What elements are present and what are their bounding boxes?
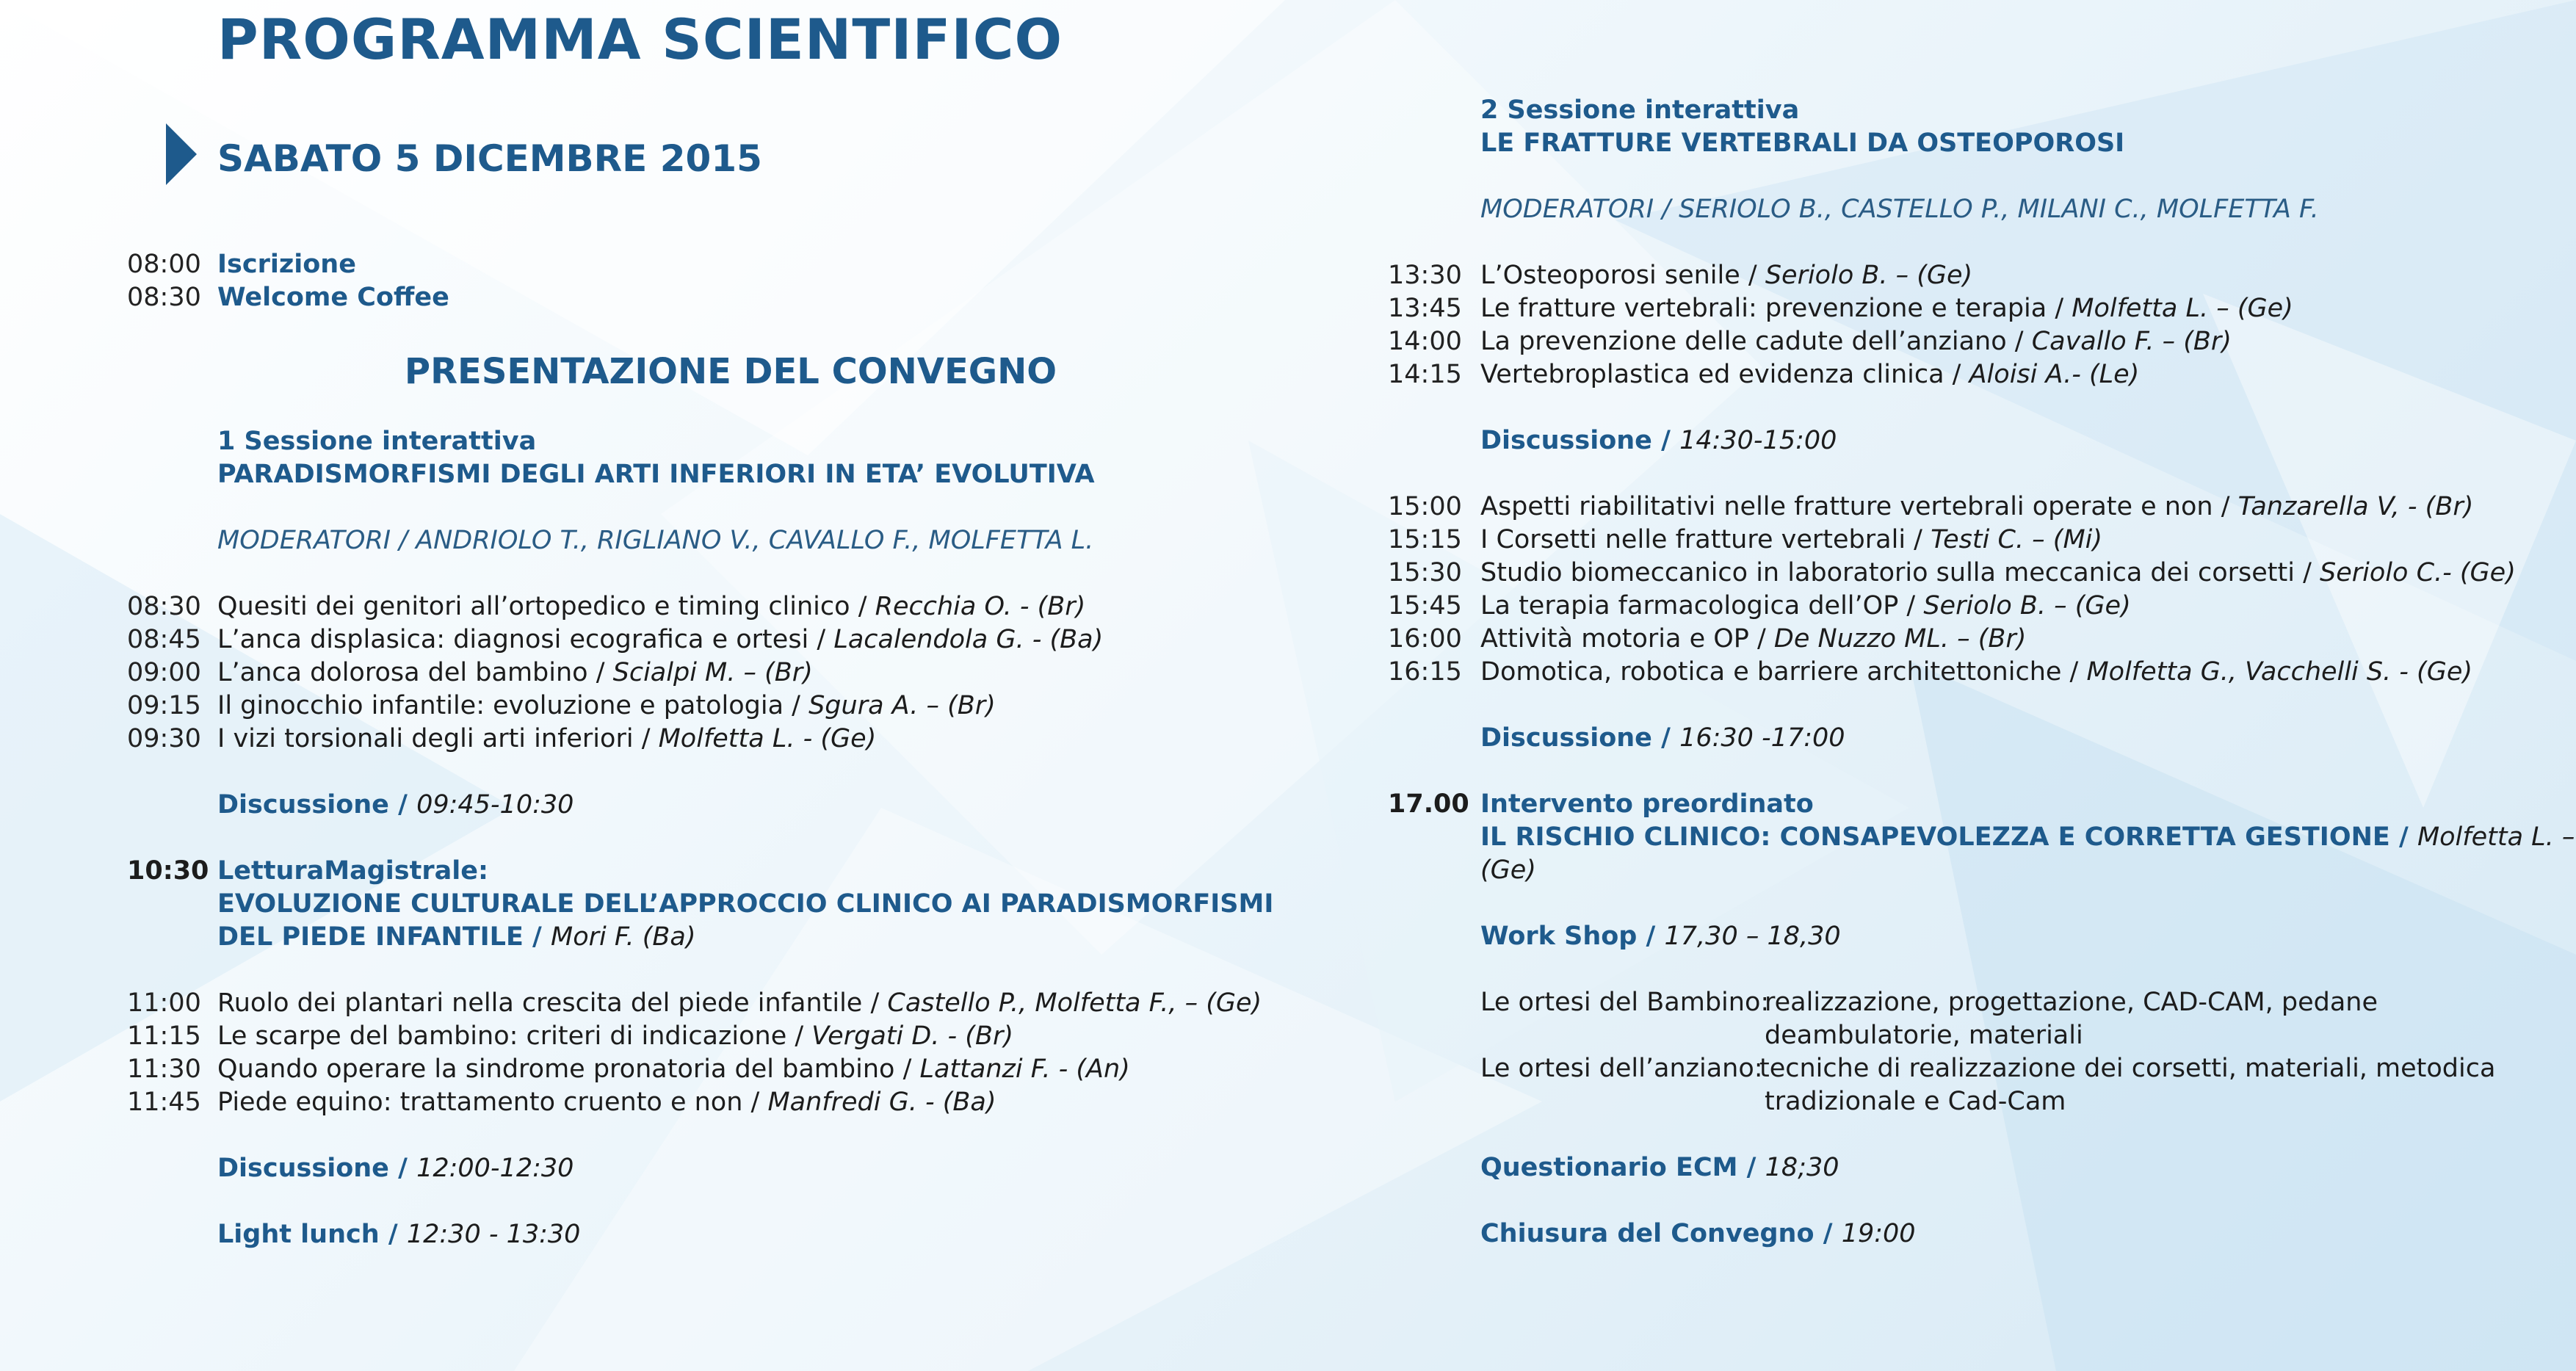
time: 09:00 <box>127 658 201 687</box>
discussion-time: 16:30 -17:00 <box>1679 723 1845 753</box>
questionnaire-label: Questionario ECM / <box>1480 1153 1765 1182</box>
intervention-speaker: Molfetta L. – <box>2417 822 2575 852</box>
talk-speaker: Molfetta L. – (Ge) <box>2072 294 2293 323</box>
talk-title: Le scarpe del bambino: criteri di indicazione / <box>217 1021 812 1051</box>
time: 16:00 <box>1388 624 1462 654</box>
talk-speaker: Seriolo C.- (Ge) <box>2320 558 2516 587</box>
talk-title: Studio biomeccanico in laboratorio sulla meccanica dei corsetti / <box>1480 558 2320 587</box>
talk-speaker: Tanzarella V, - (Br) <box>2237 492 2474 521</box>
time: 15:00 <box>1388 492 1462 521</box>
discussion-time: 14:30-15:00 <box>1679 426 1837 455</box>
discussion-time: 12:00-12:30 <box>416 1154 574 1183</box>
event-date: SABATO 5 DICEMBRE 2015 <box>217 137 762 180</box>
talk-title: L’Osteoporosi senile / <box>1480 261 1765 290</box>
discussion-time: 09:45-10:30 <box>416 790 574 820</box>
talk-title: Le fratture vertebrali: prevenzione e terapia / <box>1480 294 2072 323</box>
talk-title: Piede equino: trattamento cruento e non / <box>217 1088 768 1117</box>
talk-title: I vizi torsionali degli arti inferiori / <box>217 724 659 753</box>
time: 15:45 <box>1388 591 1462 621</box>
intervention-label: Intervento preordinato <box>1480 789 1814 819</box>
time: 08:30 <box>127 592 201 621</box>
talk-title: Quesiti dei genitori all’ortopedico e timing clinico / <box>217 592 875 621</box>
page-title: PROGRAMMA SCIENTIFICO <box>217 7 1063 72</box>
talk-title: Domotica, robotica e barriere architettoniche / <box>1480 657 2087 687</box>
talk-title: L’anca dolorosa del bambino / <box>217 658 613 687</box>
item-label: Iscrizione <box>217 250 356 279</box>
talk-speaker: De Nuzzo ML. – (Br) <box>1773 624 2027 654</box>
time: 14:15 <box>1388 360 1462 389</box>
talk-speaker: Recchia O. - (Br) <box>875 592 1086 621</box>
discussion-label: Discussione / <box>1480 426 1680 455</box>
workshop-label: Work Shop / <box>1480 922 1665 951</box>
talk-speaker: Lacalendola G. - (Ba) <box>833 625 1104 654</box>
lunch-label: Light lunch / <box>217 1220 407 1249</box>
time: 08:45 <box>127 625 201 654</box>
time: 11:00 <box>127 988 201 1018</box>
workshop-item-label: Le ortesi del Bambino: <box>1480 988 1770 1017</box>
time: 11:30 <box>127 1055 201 1084</box>
workshop-item-desc: realizzazione, progettazione, CAD-CAM, pedane <box>1765 988 2378 1017</box>
talk-title: La terapia farmacologica dell’OP / <box>1480 591 1924 621</box>
time: 08:00 <box>127 250 201 279</box>
talk-title: Quando operare la sindrome pronatoria del bambino / <box>217 1055 920 1084</box>
time: 11:45 <box>127 1088 201 1117</box>
lecture-speaker: Mori F. (Ba) <box>551 922 696 952</box>
talk-speaker: Castello P., Molfetta F., – (Ge) <box>887 988 1262 1018</box>
time: 13:45 <box>1388 294 1462 323</box>
talk-speaker: Testi C. – (Mi) <box>1931 525 2103 554</box>
talk-speaker: Lattanzi F. - (An) <box>919 1055 1130 1084</box>
talk-speaker: Aloisi A.- (Le) <box>1969 360 2140 389</box>
discussion-label: Discussione / <box>217 790 417 820</box>
discussion-label: Discussione / <box>217 1154 417 1183</box>
talk-speaker: Manfredi G. - (Ba) <box>767 1088 996 1117</box>
time: 16:15 <box>1388 657 1462 687</box>
lecture-label: LetturaMagistrale: <box>217 856 488 886</box>
talk-speaker: Sgura A. – (Br) <box>808 691 996 720</box>
workshop-item-label: Le ortesi dell’anziano: <box>1480 1054 1763 1083</box>
talk-title: La prevenzione delle cadute dell’anziano / <box>1480 327 2032 356</box>
time: 09:15 <box>127 691 201 720</box>
time: 17.00 <box>1388 789 1469 819</box>
time: 15:30 <box>1388 558 1462 587</box>
time: 15:15 <box>1388 525 1462 554</box>
talk-title: Attività motoria e OP / <box>1480 624 1774 654</box>
item-label: Welcome Coffee <box>217 283 449 312</box>
talk-title: Aspetti riabilitativi nelle fratture vertebrali operate e non / <box>1480 492 2238 521</box>
talk-speaker: Cavallo F. – (Br) <box>2031 327 2232 356</box>
time: 14:00 <box>1388 327 1462 356</box>
talk-speaker: Molfetta L. - (Ge) <box>658 724 877 753</box>
talk-title: Vertebroplastica ed evidenza clinica / <box>1480 360 1969 389</box>
talk-speaker: Scialpi M. – (Br) <box>612 658 813 687</box>
time: 08:30 <box>127 283 201 312</box>
talk-title: L’anca displasica: diagnosi ecografica e ortesi / <box>217 625 834 654</box>
talk-speaker: Seriolo B. – (Ge) <box>1923 591 2131 621</box>
time: 11:15 <box>127 1021 201 1051</box>
lunch-time: 12:30 - 13:30 <box>406 1220 581 1249</box>
time: 09:30 <box>127 724 201 753</box>
closing-label: Chiusura del Convegno / <box>1480 1219 1842 1248</box>
talk-title: Il ginocchio infantile: evoluzione e patologia / <box>217 691 809 720</box>
closing-time: 19:00 <box>1841 1219 1916 1248</box>
date-arrow-icon <box>166 123 197 185</box>
questionnaire-time: 18;30 <box>1765 1153 1839 1182</box>
time: 10:30 <box>127 856 209 886</box>
talk-title: I Corsetti nelle fratture vertebrali / <box>1480 525 1931 554</box>
workshop-item-desc: tecniche di realizzazione dei corsetti, materiali, metodica <box>1759 1054 2496 1083</box>
talk-speaker: Molfetta G., Vacchelli S. - (Ge) <box>2086 657 2473 687</box>
talk-speaker: Vergati D. - (Br) <box>811 1021 1014 1051</box>
talk-title: Ruolo dei plantari nella crescita del piede infantile / <box>217 988 888 1018</box>
workshop-time: 17,30 – 18,30 <box>1664 922 1841 951</box>
time: 13:30 <box>1388 261 1462 290</box>
talk-speaker: Seriolo B. – (Ge) <box>1765 261 1973 290</box>
presentation-title: PRESENTAZIONE DEL CONVEGNO <box>404 351 1057 392</box>
discussion-label: Discussione / <box>1480 723 1680 753</box>
